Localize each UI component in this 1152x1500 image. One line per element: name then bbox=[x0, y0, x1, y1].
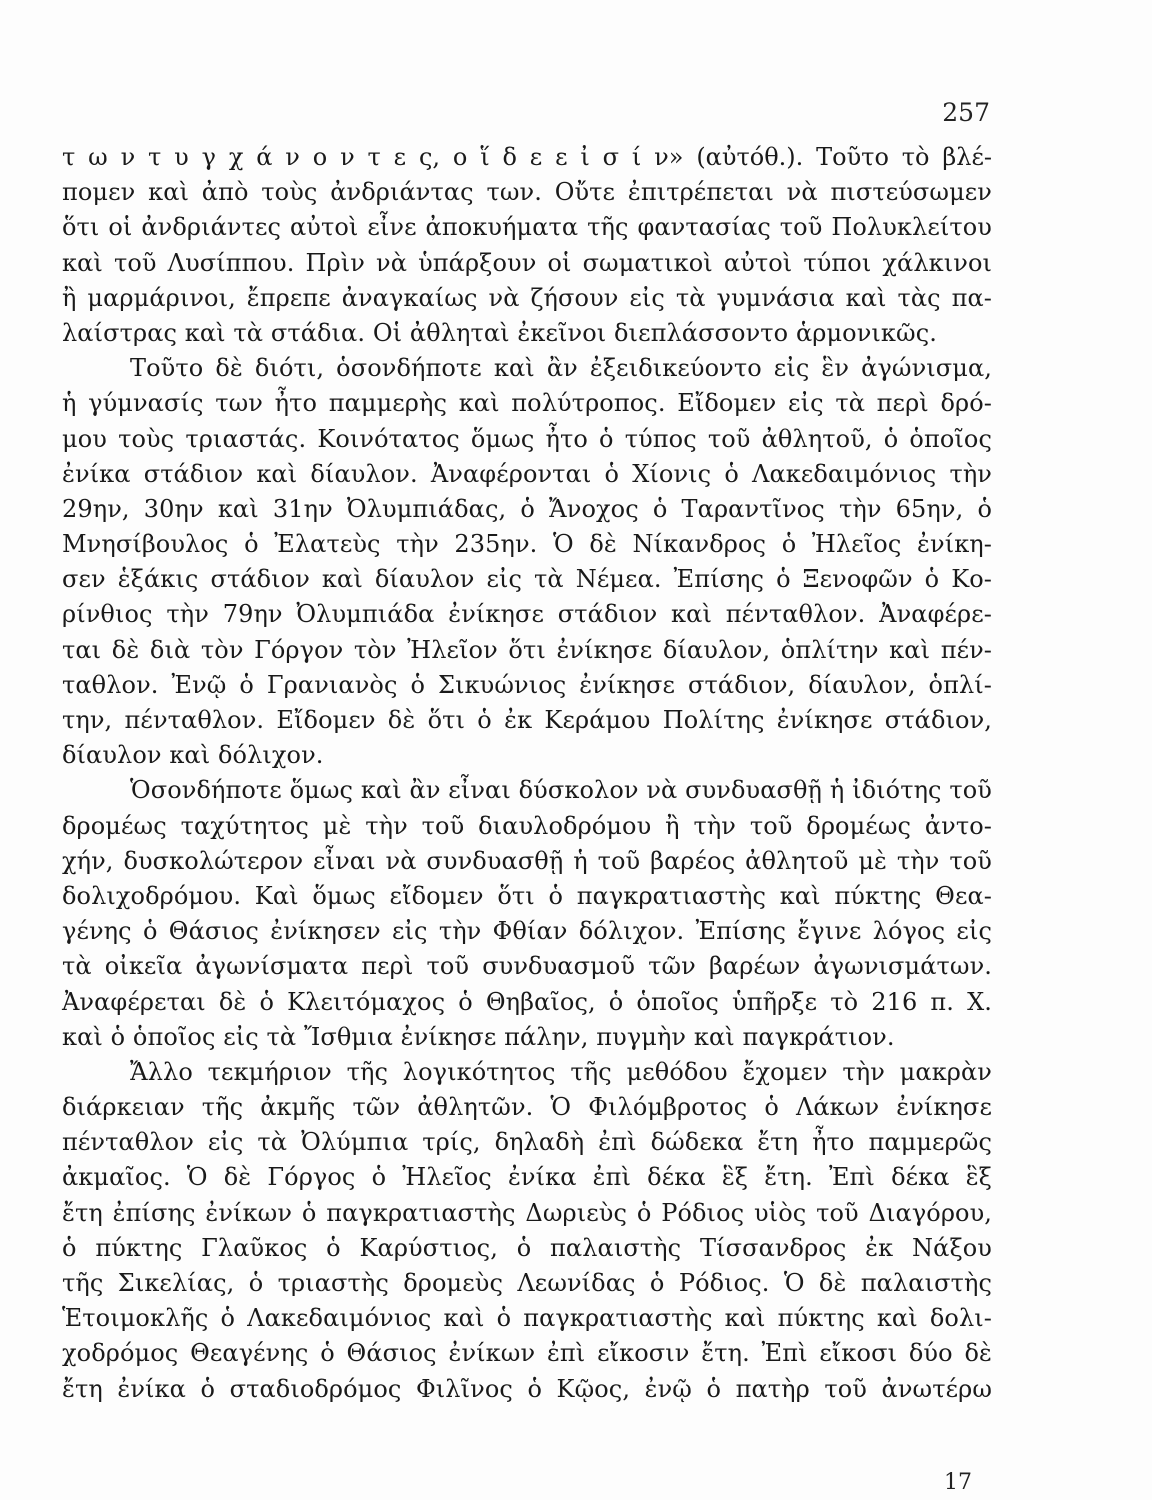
text-line: σεν ἑξάκις στάδιον καὶ δίαυλον εἰς τὰ Νέμεα. Ἐπίσης ὁ Ξενοφῶν ὁ Κο- bbox=[62, 565, 992, 594]
text-line: χοδρόμος Θεαγένης ὁ Θάσιος ἐνίκων ἐπὶ εἴκοσιν ἔτη. Ἐπὶ εἴκοσι δύο δὲ bbox=[62, 1339, 992, 1368]
signature-mark: 17 bbox=[944, 1470, 972, 1495]
text-line: ἐνίκα στάδιον καὶ δίαυλον. Ἀναφέρονται ὁ Χίονις ὁ Λακεδαιμόνιος τὴν bbox=[62, 459, 992, 488]
text-line: ὁ πύκτης Γλαῦκος ὁ Καρύστιος, ὁ παλαιστὴς Τίσσανδρος ἐκ Νάξου bbox=[62, 1233, 992, 1262]
paragraph-start-line: Τοῦτο δὲ διότι, ὁσονδήποτε καὶ ἂν ἐξειδικεύοντο εἰς ἓν ἀγώνισμα, bbox=[130, 354, 992, 383]
text-line: ταθλον. Ἐνῷ ὁ Γρανιανὸς ὁ Σικυώνιος ἐνίκησε στάδιον, δίαυλον, ὁπλί- bbox=[62, 670, 992, 699]
text-line: τῆς Σικελίας, ὁ τριαστὴς δρομεὺς Λεωνίδας ὁ Ρόδιος. Ὁ δὲ παλαιστὴς bbox=[62, 1269, 992, 1297]
text-line: ται δὲ διὰ τὸν Γόργον τὸν Ἠλεῖον ὅτι ἐνίκησε δίαυλον, ὁπλίτην καὶ πέν- bbox=[62, 635, 992, 664]
text-line: ἀκμαῖος. Ὁ δὲ Γόργος ὁ Ἠλεῖος ἐνίκα ἐπὶ δέκα ἓξ ἔτη. Ἐπὶ δέκα ἓξ bbox=[62, 1163, 992, 1192]
text-line: 29ην, 30ην καὶ 31ην Ὀλυμπιάδας, ὁ Ἄνοχος ὁ Ταραντῖνος τὴν 65ην, ὁ bbox=[62, 494, 992, 523]
text-line: ἔτη ἐνίκα ὁ σταδιοδρόμος Φιλῖνος ὁ Κῷος, ἐνῷ ὁ πατὴρ τοῦ ἀνωτέρω bbox=[62, 1374, 992, 1403]
text-line: μου τοὺς τριαστάς. Κοινότατος ὅμως ἦτο ὁ τύπος τοῦ ἀθλητοῦ, ὁ ὁποῖος bbox=[62, 424, 992, 453]
text-line: Ἑτοιμοκλῆς ὁ Λακεδαιμόνιος καὶ ὁ παγκρατιαστὴς καὶ πύκτης καὶ δολι- bbox=[62, 1304, 992, 1333]
text-line: Μνησίβουλος ὁ Ἐλατεὺς τὴν 235ην. Ὁ δὲ Νίκανδρος ὁ Ἠλεῖος ἐνίκη- bbox=[62, 530, 992, 559]
text-line: ἔτη ἐπίσης ἐνίκων ὁ παγκρατιαστὴς Δωριεὺς ὁ Ρόδιος υἱὸς τοῦ Διαγόρου, bbox=[62, 1198, 992, 1227]
text-line: τ ω ν τ υ γ χ ά ν ο ν τ ε ς, ο ἵ δ ε ε ἰ σ ί ν» (αὐτόθ.). Τοῦτο τὸ βλέ- bbox=[62, 143, 992, 171]
text-line: λαίστρας καὶ τὰ στάδια. Οἱ ἀθληταὶ ἐκεῖνοι διεπλάσσοντο ἁρμονικῶς. bbox=[62, 318, 937, 347]
text-line: ἡ γύμνασίς των ἦτο παμμερὴς καὶ πολύτροπος. Εἴδομεν εἰς τὰ περὶ δρό- bbox=[62, 389, 992, 418]
text-line: καὶ τοῦ Λυσίππου. Πρὶν νὰ ὑπάρξουν οἱ σωματικοὶ αὐτοὶ τύποι χάλκινοι bbox=[62, 248, 992, 277]
body-text bbox=[62, 140, 992, 1407]
text-line: δίαυλον καὶ δόλιχον. bbox=[62, 741, 324, 770]
text-line: τὰ οἰκεῖα ἀγωνίσματα περὶ τοῦ συνδυασμοῦ τῶν βαρέων ἀγωνισμάτων. bbox=[62, 952, 992, 981]
text-line: πένταθλον εἰς τὰ Ὀλύμπια τρίς, δηλαδὴ ἐπὶ δώδεκα ἔτη ἦτο παμμερῶς bbox=[62, 1128, 992, 1157]
text-line: διάρκειαν τῆς ἀκμῆς τῶν ἀθλητῶν. Ὁ Φιλόμβροτος ὁ Λάκων ἐνίκησε bbox=[62, 1093, 992, 1122]
text-line: δρομέως ταχύτητος μὲ τὴν τοῦ διαυλοδρόμου ἢ τὴν τοῦ δρομέως ἀντο- bbox=[62, 811, 992, 840]
text-line: ὅτι οἱ ἀνδριάντες αὐτοὶ εἶνε ἀποκυήματα τῆς φαντασίας τοῦ Πολυκλείτου bbox=[62, 213, 992, 242]
text-line: γένης ὁ Θάσιος ἐνίκησεν εἰς τὴν Φθίαν δόλιχον. Ἐπίσης ἔγινε λόγος εἰς bbox=[62, 917, 992, 946]
paragraph-start-line: Ἄλλο τεκμήριον τῆς λογικότητος τῆς μεθόδου ἔχομεν τὴν μακρὰν bbox=[130, 1057, 992, 1086]
text-line: την, πένταθλον. Εἴδομεν δὲ ὅτι ὁ ἐκ Κεράμου Πολίτης ἐνίκησε στάδιον, bbox=[62, 706, 992, 734]
text-line: ἢ μαρμάρινοι, ἔπρεπε ἀναγκαίως νὰ ζήσουν εἰς τὰ γυμνάσια καὶ τὰς πα- bbox=[62, 283, 992, 312]
text-line: χήν, δυσκολώτερον εἶναι νὰ συνδυασθῇ ἡ τοῦ βαρέος ἀθλητοῦ μὲ τὴν τοῦ bbox=[62, 846, 992, 875]
text-line: καὶ ὁ ὁποῖος εἰς τὰ Ἴσθμια ἐνίκησε πάλην, πυγμὴν καὶ παγκράτιον. bbox=[62, 1022, 895, 1051]
text-line: δολιχοδρόμου. Καὶ ὅμως εἴδομεν ὅτι ὁ παγκρατιαστὴς καὶ πύκτης Θεα- bbox=[62, 881, 992, 910]
text-line: Ἀναφέρεται δὲ ὁ Κλειτόμαχος ὁ Θηβαῖος, ὁ ὁποῖος ὑπῆρξε τὸ 216 π. Χ. bbox=[62, 987, 992, 1016]
paragraph-start-line: Ὁσονδήποτε ὅμως καὶ ἂν εἶναι δύσκολον νὰ συνδυασθῇ ἡ ἰδιότης τοῦ bbox=[130, 776, 992, 805]
text-line: πομεν καὶ ἀπὸ τοὺς ἀνδριάντας των. Οὔτε ἐπιτρέπεται νὰ πιστεύσωμεν bbox=[62, 178, 992, 207]
page-number: 257 bbox=[942, 98, 990, 127]
text-line: ρίνθιος τὴν 79ην Ὀλυμπιάδα ἐνίκησε στάδιον καὶ πένταθλον. Ἀναφέρε- bbox=[62, 600, 992, 629]
